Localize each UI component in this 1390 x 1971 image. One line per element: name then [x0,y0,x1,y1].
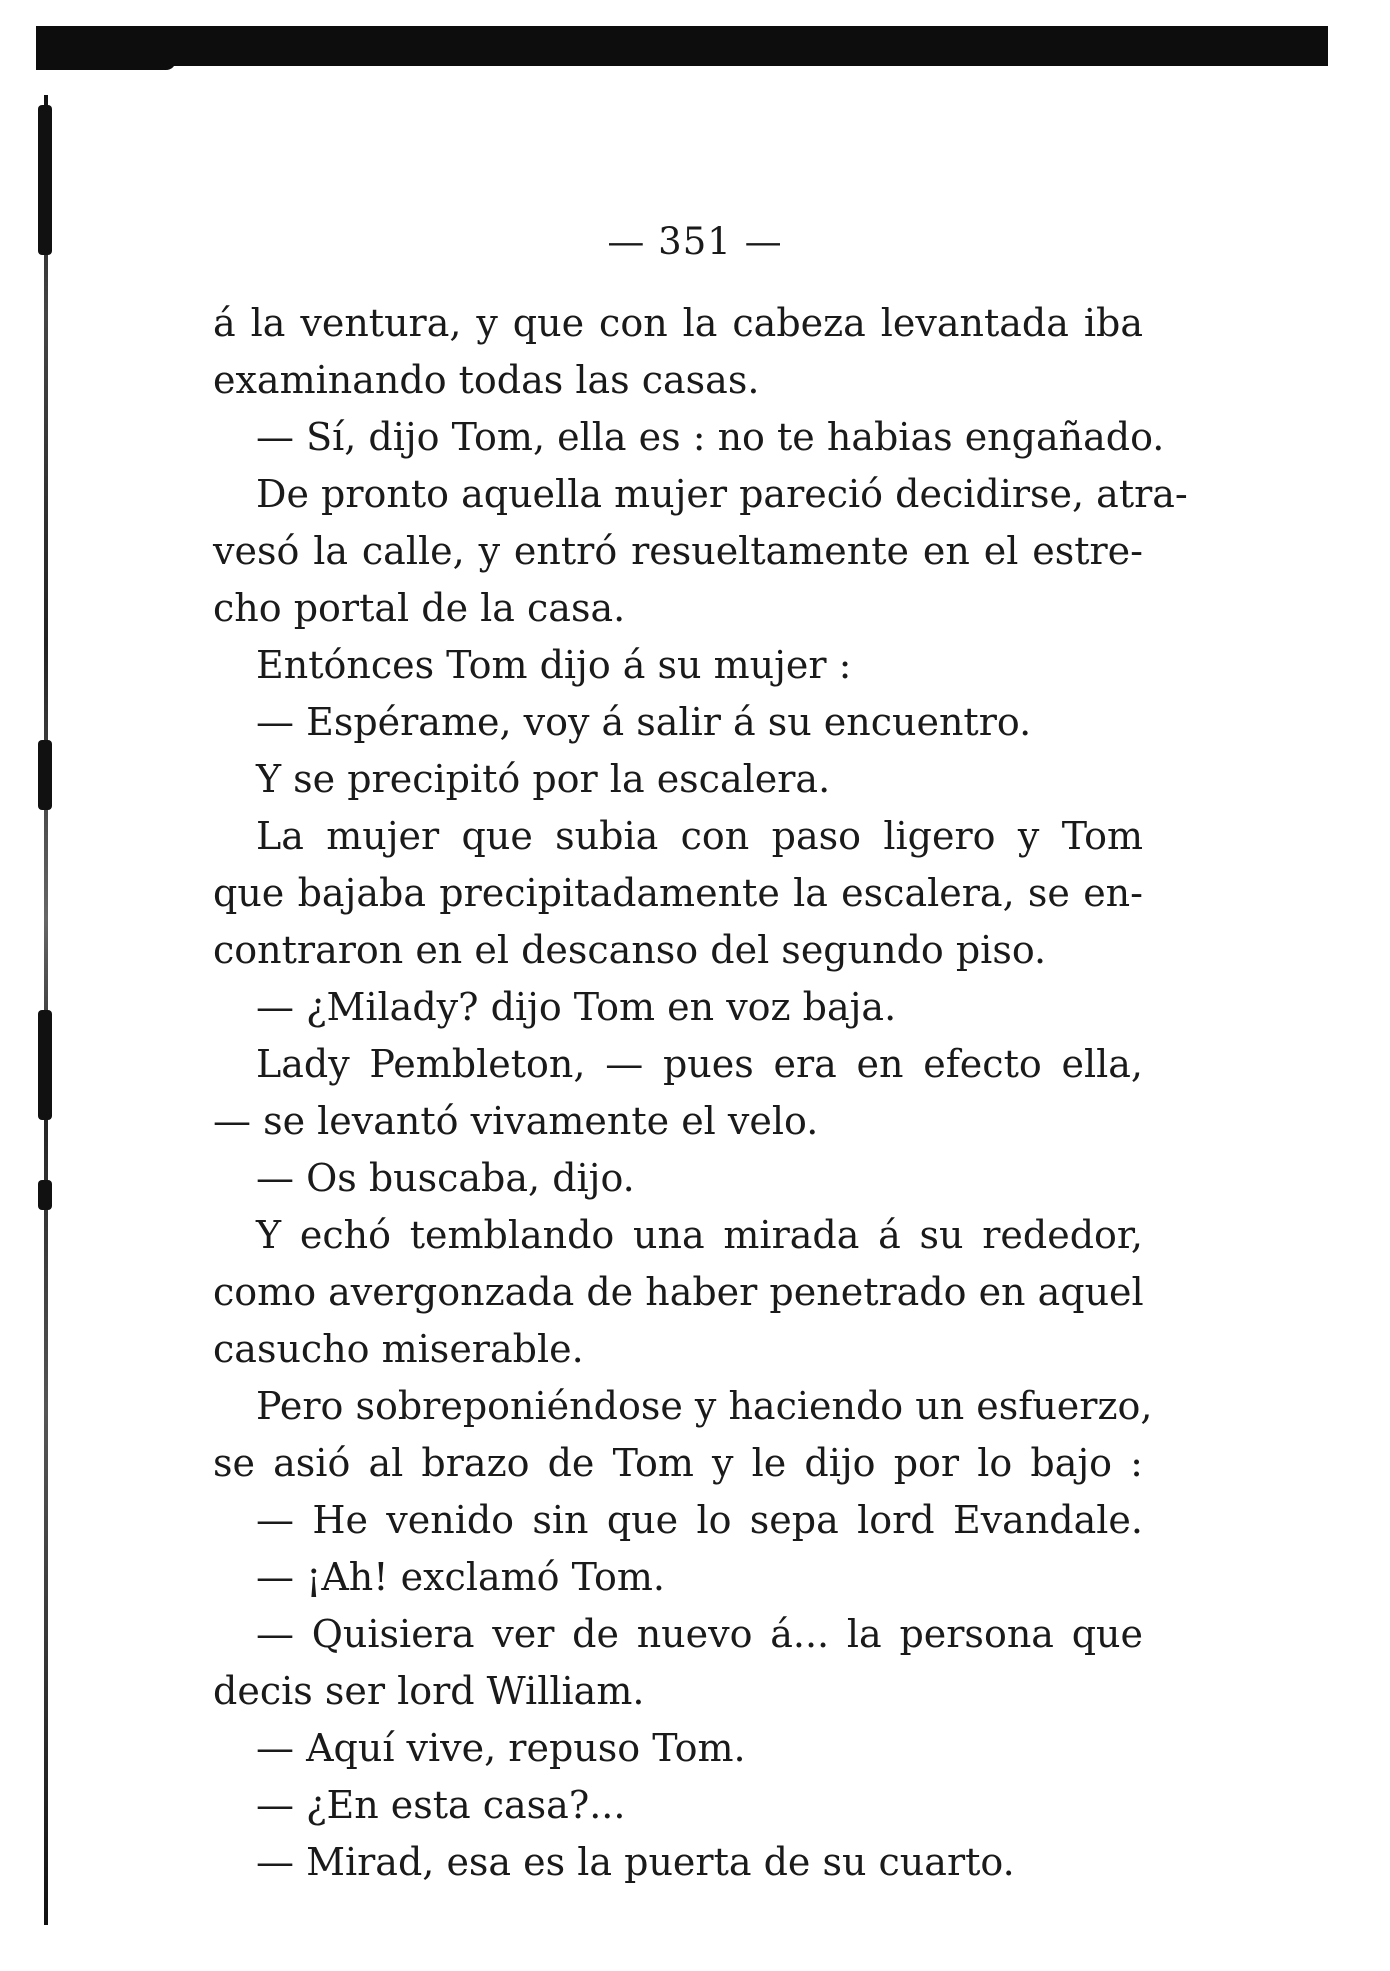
text-line: La mujer que subia con paso ligero y Tom [256,814,1143,858]
text-line: — ¿Milady? dijo Tom en voz baja. [256,985,897,1029]
binding-mark [38,1180,52,1210]
text-line: Y se precipitó por la escalera. [256,757,831,801]
body-text [213,295,1188,1891]
text-line: decis ser lord William. [213,1669,645,1713]
text-line: como avergonzada de haber penetrado en aquel [213,1270,1144,1314]
text-line: De pronto aquella mujer pareció decidirse, atra- [256,472,1188,516]
text-line: contraron en el descanso del segundo piso. [213,928,1047,972]
binding-mark [38,740,52,810]
text-line: — He venido sin que lo sepa lord Evandale. [256,1498,1143,1542]
text-line: examinando todas las casas. [213,358,760,402]
text-line: Pero sobreponiéndose y haciendo un esfuerzo, [256,1384,1153,1428]
text-line: á la ventura, y que con la cabeza levantada iba [213,301,1143,345]
text-line: vesó la calle, y entró resueltamente en el estre- [213,529,1143,573]
page-number: — 351 — [607,220,783,263]
text-line: — Sí, dijo Tom, ella es : no te habias engañado. [256,415,1165,459]
text-line: — ¿En esta casa?... [256,1783,626,1827]
text-line: Lady Pembleton, — pues era en efecto ella, [256,1042,1143,1086]
text-line: cho portal de la casa. [213,586,626,630]
text-line: — Quisiera ver de nuevo á... la persona que [256,1612,1143,1656]
text-line: — se levantó vivamente el velo. [213,1099,819,1143]
top-border-bar [36,26,1328,66]
binding-mark [38,1010,52,1120]
text-line: — Mirad, esa es la puerta de su cuarto. [256,1840,1015,1884]
text-line: — Aquí vive, repuso Tom. [256,1726,746,1770]
text-line: — Espérame, voy á salir á su encuentro. [256,700,1032,744]
text-line: que bajaba precipitadamente la escalera, se en- [213,871,1143,915]
text-line: casucho miserable. [213,1327,584,1371]
text-line: Y echó temblando una mirada á su rededor, [256,1213,1143,1257]
text-line: Entónces Tom dijo á su mujer : [256,643,852,687]
top-border-notch [36,58,176,70]
text-line: — ¡Ah! exclamó Tom. [256,1555,666,1599]
text-line: — Os buscaba, dijo. [256,1156,635,1200]
text-line: se asió al brazo de Tom y le dijo por lo bajo : [213,1441,1143,1485]
